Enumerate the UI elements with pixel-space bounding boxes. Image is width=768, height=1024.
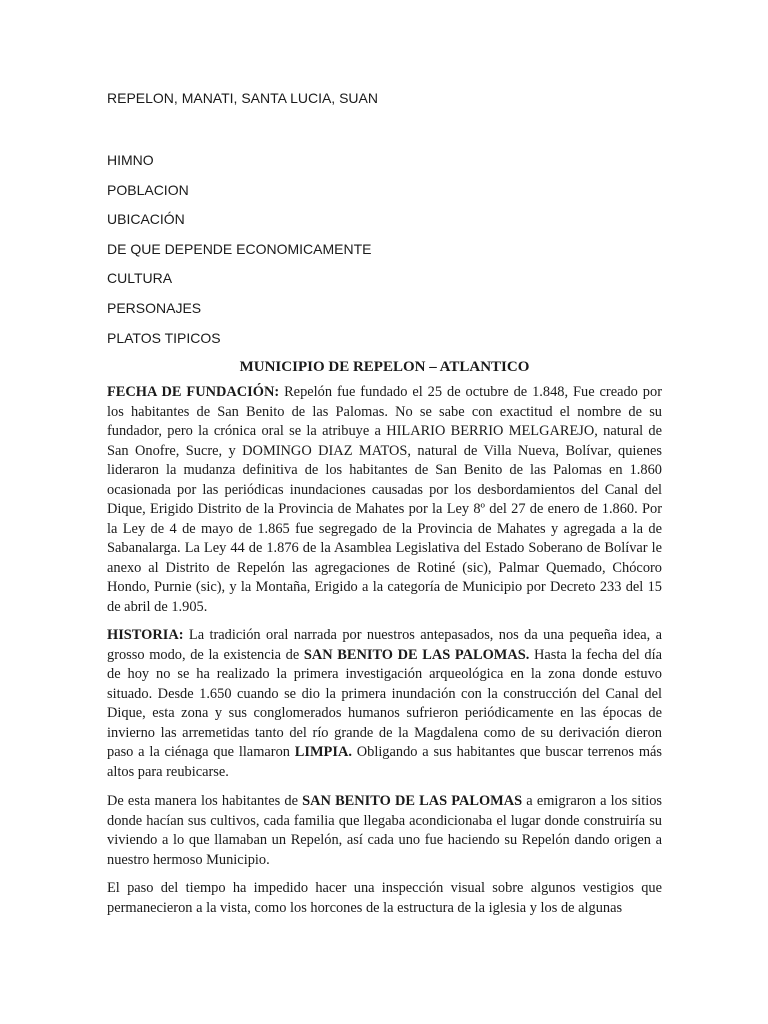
emigracion-bold-1: SAN BENITO DE LAS PALOMAS <box>302 793 523 809</box>
paragraph-paso-tiempo <box>107 879 662 918</box>
historia-text-1: La tradición oral narrada por nuestros antepasados, nos da una pequeña idea, a grosso modo, de la existencia de <box>107 627 662 663</box>
topic-item-platos-tipicos: PLATOS TIPICOS <box>107 329 221 346</box>
historia-bold-1: SAN BENITO DE LAS PALOMAS. <box>303 646 530 663</box>
fundacion-label: FECHA DE FUNDACIÓN: <box>107 384 280 400</box>
emigracion-text-2: a emigraron a los sitios donde hacían sus cultivos, cada familia que llegaba acondicionaba el lugar donde construiría su viviendo a lo que llamaban un Repelón, así cada uno fue haciendo su Repelón dando origen a nuestro hermoso Municipio. <box>107 793 662 868</box>
historia-bold-2: LIMPIA. <box>294 744 352 760</box>
section-heading: MUNICIPIO DE REPELON – ATLANTICO <box>239 359 530 375</box>
topic-item-poblacion: POBLACION <box>107 181 189 198</box>
document-header-line: REPELON, MANATI, SANTA LUCIA, SUAN <box>107 90 378 106</box>
historia-text-2: Hasta la fecha del día de hoy no se ha realizado la primera investigación arqueológica en la zona donde estuvo situado. Desde 1.650 cuando se dio la primera inundación con la construcción del Canal del Dique, esta zona y sus conglomerados humanos sufrieron periódicamente en las épocas de invierno las arremetidas tanto del río grande de la Magdalena como de su derivación dieron paso a la ciénaga que llamaron <box>107 646 662 760</box>
topic-item-himno: HIMNO <box>107 152 154 168</box>
topic-item-cultura: CULTURA <box>107 270 173 287</box>
topic-item-economia: DE QUE DEPENDE ECONOMICAMENTE <box>107 240 372 257</box>
paso-tiempo-text: El paso del tiempo ha impedido hacer una inspección visual sobre algunos vestigios que permanecieron a la vista, como los horcones de la estructura de la iglesia y los de algunas <box>107 880 662 916</box>
historia-label: HISTORIA: <box>107 627 184 643</box>
topic-item-personajes: PERSONAJES <box>107 299 202 316</box>
emigracion-text-1: De esta manera los habitantes de <box>107 793 303 809</box>
topic-list <box>107 150 371 357</box>
fundacion-text: Repelón fue fundado el 25 de octubre de 1.848, Fue creado por los habitantes de San Benito de las Palomas. No se sabe con exactitud el nombre de su fundador, pero la crónica oral se la atribuye a HILARIO BERRIO MELGAREJO, natural de San Onofre, Sucre, y DOMINGO DIAZ MATOS, natural de Villa Nueva, Bolívar, quienes lideraron la mudanza definitiva de los habitantes de San Benito de las Palomas en 1.860 ocasionada por las periódicas inundaciones causadas por los desbordamientos del Canal del Dique, Erigido Distrito de la Provincia de Mahates por la Ley 8º del 27 de enero de 1.860. Por la Ley de 4 de mayo de 1.865 fue segregado de la Provincia de Mahates y agregada a la de Sabanalarga. La Ley 44 de 1.876 de la Asamblea Legislativa del Estado Soberano de Bolívar le anexo al Distrito de Repelón las agregaciones de Rotiné (sic), Palmar Quemado, Chócoro Hondo, Purnie (sic), y la Montaña, Erigido a la categoría de Municipio por Decreto 233 del 15 de abril de 1.905. <box>107 384 662 615</box>
historia-text-3: Obligando a sus habitantes que buscar terrenos más altos para reubicarse. <box>107 744 662 780</box>
topic-item-ubicacion: UBICACIÓN <box>107 211 185 228</box>
paragraph-fundacion <box>107 383 662 617</box>
paragraph-historia <box>107 626 662 782</box>
paragraph-emigracion <box>107 792 662 870</box>
